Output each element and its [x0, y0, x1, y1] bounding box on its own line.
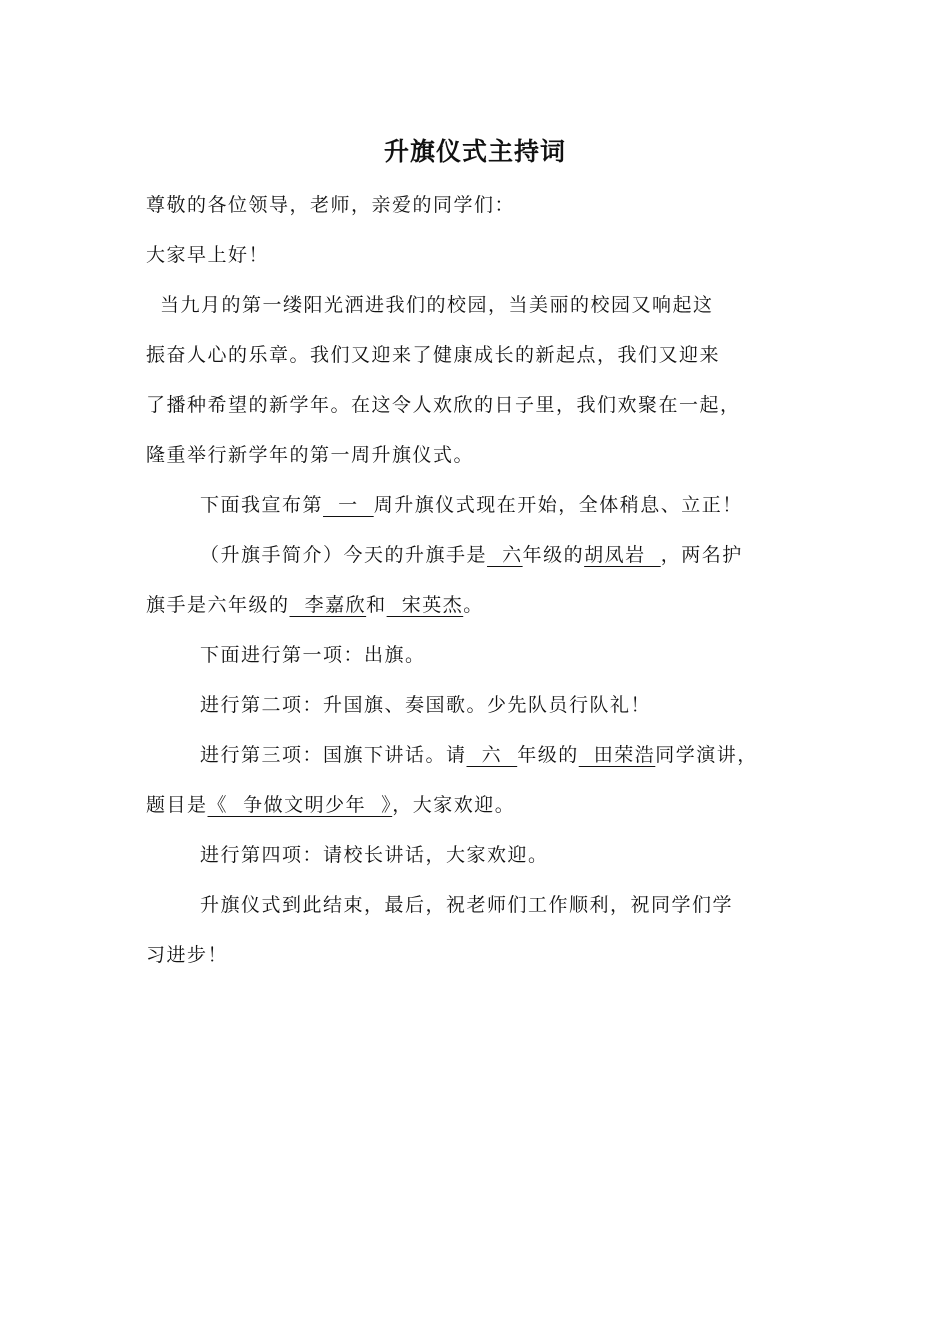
- step1-line: 下面进行第一项：出旗。: [200, 644, 426, 666]
- step3-paragraph: [146, 730, 826, 780]
- step3-name-blank: 田荣浩: [578, 744, 656, 766]
- announce-week-blank: 一: [323, 494, 374, 516]
- document-body: [146, 180, 826, 980]
- intro-line-3: 了播种希望的新学年。在这令人欢欣的日子里，我们欢聚在一起，: [146, 394, 741, 416]
- intro-line-1: 当九月的第一缕阳光洒进我们的校园，当美丽的校园又响起这: [160, 294, 714, 316]
- intro-line-4: 隆重举行新学年的第一周升旗仪式。: [146, 444, 475, 466]
- flag-bearer-name-blank: 胡凤岩: [584, 544, 661, 566]
- closing-line-2: 习进步！: [146, 944, 229, 966]
- step3-topic-line: [146, 780, 826, 830]
- flag-bearer-intro: （升旗手简介）今天的升旗手是: [200, 544, 488, 566]
- step3-topic-blank: 《 争做文明少年 》: [207, 794, 393, 816]
- document-title: 升旗仪式主持词: [383, 137, 566, 166]
- good-morning-line: 大家早上好！: [146, 244, 270, 266]
- intro-paragraph-cont: [146, 330, 826, 480]
- step3-grade-suffix: 年级的: [517, 744, 579, 766]
- flag-guard-paragraph: [146, 580, 826, 630]
- step3-grade-blank: 六: [466, 744, 518, 766]
- greeting-line: 尊敬的各位领导，老师，亲爱的同学们：: [146, 194, 516, 216]
- step3-topic-intro: 题目是: [146, 794, 208, 816]
- flag-guard-and: 和: [366, 594, 387, 616]
- announce-before: 下面我宣布第: [200, 494, 324, 516]
- flag-guard-end: 。: [463, 594, 484, 616]
- announce-paragraph: [146, 480, 826, 530]
- step3-line1-after: 同学演讲，: [655, 744, 758, 766]
- closing-line-1: 升旗仪式到此结束，最后，祝老师们工作顺利，祝同学们学: [200, 894, 734, 916]
- step2-line: 进行第二项：升国旗、奏国歌。少先队员行队礼！: [200, 694, 652, 716]
- intro-line-2: 振奋人心的乐章。我们又迎来了健康成长的新起点，我们又迎来: [146, 344, 721, 366]
- flag-guard-1-blank: 李嘉欣: [289, 594, 367, 616]
- step4-line: 进行第四项：请校长讲话，大家欢迎。: [200, 844, 549, 866]
- step3-intro: 进行第三项：国旗下讲话。请: [200, 744, 467, 766]
- flag-guard-intro: 旗手是六年级的: [146, 594, 290, 616]
- announce-after: 周升旗仪式现在开始，全体稍息、立正！: [373, 494, 743, 516]
- flag-bearer-grade-blank: 六: [487, 544, 523, 566]
- flag-bearer-line1-after: ，两名护: [660, 544, 743, 566]
- step3-topic-after: ，大家欢迎。: [392, 794, 516, 816]
- flag-bearer-paragraph: [146, 530, 826, 580]
- intro-paragraph: [146, 280, 826, 330]
- flag-guard-2-blank: 宋英杰: [386, 594, 464, 616]
- flag-bearer-grade-suffix: 年级的: [522, 544, 585, 566]
